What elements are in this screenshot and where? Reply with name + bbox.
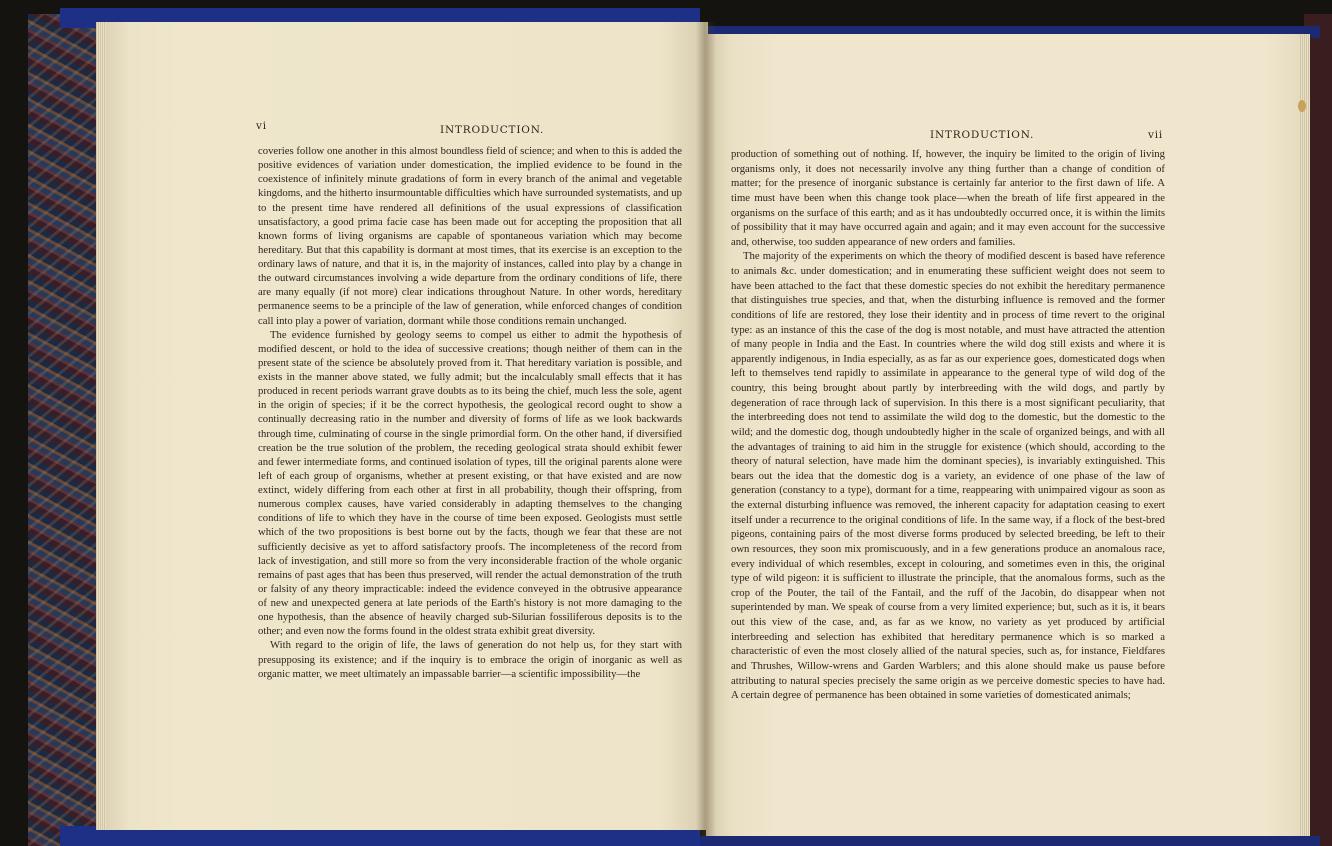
right-page-number: vii: [1148, 129, 1164, 141]
marbled-cover: [28, 14, 98, 846]
left-page-number: vi: [256, 120, 267, 132]
paragraph: The evidence furnished by geology seems to compel us either to admit the hypothesis of modified descent, or hold to the idea of successive creations; though neither of them can in the present state of the science be absolutely proved from it. That hereditary variation is possible, and exists in the manner above stated, we fully admit; but the incalculably small effects that it has produced in recent periods warrant grave doubts as to its being the chief, much less the sole, agent in the origin of species; if it be the correct hypothesis, the geological record ought to show a continually decreasing ratio in the number and diversity of forms of life as we look backwards through time, culminating of course in the single primordial form. On the other hand, if diversified creation be the true solution of the problem, the receding geological strata should exhibit fewer and fewer intermediate forms, and continued isolation of types, till the original parents alone were left of each group of organisms, whether at present existing, or that have existed and are now extinct, widely differing from each other at first in all probability, though their offspring, from numerous complex causes, have varied considerably in adapting themselves to the changing conditions of life to which they have in the course of time been exposed. Geologists must settle which of the two propositions is best borne out by the facts, though we fear that these are not sufficiently decisive as yet to afford satisfactory proofs. The incompleteness of the record from lack of investigation, and still more so from the very inconsiderable fraction of the whole organic remains of past ages that has been thus preserved, will render the actual demonstration of the truth or falsity of any theory impracticable: indeed the evidence conveyed in the obtrusive appearance of new and unexpected genera at late periods of the Earth's history is not more damaging to the one hypothesis, than the absence of heavily charged sub-Silurian fossiliferous deposits is to the other; and even now the forms found in the oldest strata exhibit great diversity.: [258, 328, 682, 638]
left-page-edges: [96, 22, 106, 830]
right-page-body: [731, 147, 1165, 703]
paragraph: coveries follow one another in this almost boundless field of science; and when to this is added the positive evidences of variation under domestication, the implied evidence to be found in the coexistence of infinitely minute gradations of form in every branch of the animal and vegetable kingdoms, and the hitherto insurmountable difficulties which have surrounded systematists, and up to the present time have rendered all definitions of the usual expressions of classification unsatisfactory, a good prima facie case has been made out for accepting the proposition that all known forms of living organisms are capable of spontaneous variation which may become hereditary. But that this capability is dormant at most times, that its exercise is an exception to the ordinary laws of nature, and that it is, in the majority of instances, called into play by a change in the outward circumstances involving a wide departure from the ordinary conditions of life, there are many equally (if not more) clear indications throughout Nature. In other words, hereditary permanence seems to be a principle of the law of generation, while enforced changes of condition call into play a power of variation, dormant while those conditions remain unchanged.: [258, 145, 682, 327]
page-tab-marker: [1298, 100, 1306, 112]
book-gutter: [696, 22, 716, 836]
right-page-edges: [1300, 34, 1310, 836]
paragraph: With regard to the origin of life, the laws of generation do not help us, for they start with presupposing its existence; and if the inquiry is to embrace the origin of inorganic as well as organic matter, we meet ultimately an impassable barrier—a scientific impossibility—the: [258, 639, 682, 680]
paragraph: The majority of the experiments on which the theory of modified descent is based have reference to animals &c. under domestication; and in enumerating these sufficient weight does not seem to have been attached to the fact that these domestic species do not exhibit the hereditary permanence that distinguishes true species, and that, when the disturbing influence is removed and the former conditions of life are restored, they lose their identity and in process of time revert to the original type: as an instance of this the case of the dog is most notable, and must have attracted the attention of many people in India and the East. In countries where the wild dog still exists and where it is apparently indigenous, in India especially, as as far as our experience goes, domesticated dogs when left to themselves tend rapidly to assimilate in appearance to the general type of wild dog of the country, this being brought about partly by interbreeding with the wild dogs, and partly by degeneration of race through lack of supervision. In this there is a most significant peculiarity, that the interbreeding does not tend to assimilate the wild dog to the domestic, but the domestic to the wild; and the domestic dog, though undoubtedly higher in the scale of organized beings, and with all the advantages of training to aid him in the struggle for existence (which should, according to the theory of natural selection, have made him the dominant species), is invariably extinguished. This bears out the idea that the domestic dog is a variety, an evidence of one phase of the law of generation (constancy to a type), dormant for a time, reappearing with unimpaired vigour as soon as the external disturbing influence was removed, the inherent capacity for adaptation ceasing to exert itself under a recurrence to the original conditions of life. In the same way, if a flock of the best-bred pigeons, containing pairs of the most diverse forms produced by selected breeding, be left to their own resources, they soon mix promiscuously, and in a few generations produce an anomalous race, every individual of which resembles, except in colouring, and sometimes even in this, the original type of wild pigeon: it is sufficient to illustrate the principle, that the anomalous forms, such as the crop of the Pouter, the tail of the Fantail, and the ruff of the Jacobin, do disappear when not superintended by man. We speak of course from a very limited experience; but, such as it is, it bears out this view of the case, and, as far as we know, no variety as yet produced by artificial interbreeding and selection has exhibited that hereditary permanence which is so marked a characteristic of even the most closely allied of the natural species, such as, for instance, Fieldfares and Thrushes, Willow-wrens and Garden Warblers; and this alone should make us pause before attributing to natural species precisely the same origin as we perceive domestic species to have had. A certain degree of permanence has been obtained in some varieties of domesticated animals;: [731, 250, 1165, 702]
right-cover-band-bottom: [700, 836, 1320, 846]
paragraph: production of something out of nothing. If, however, the inquiry be limited to the origin of living organisms only, it does not necessarily involve any thing further than a change of condition of matter; for the presence of inorganic substance is certainly far anterior to the first dawn of life. A time must have been when this change took place—when the breath of life first appeared in the organisms on the surface of this earth; and as it has undoubtedly occurred once, it is within the limits of possibility that it may have occurred again and again; and it may even account for the successive and, otherwise, too sudden appearance of new orders and families.: [731, 148, 1165, 248]
right-running-head: INTRODUCTION.: [930, 129, 1035, 141]
left-running-head: INTRODUCTION.: [440, 124, 545, 136]
left-page-body: [258, 144, 682, 681]
